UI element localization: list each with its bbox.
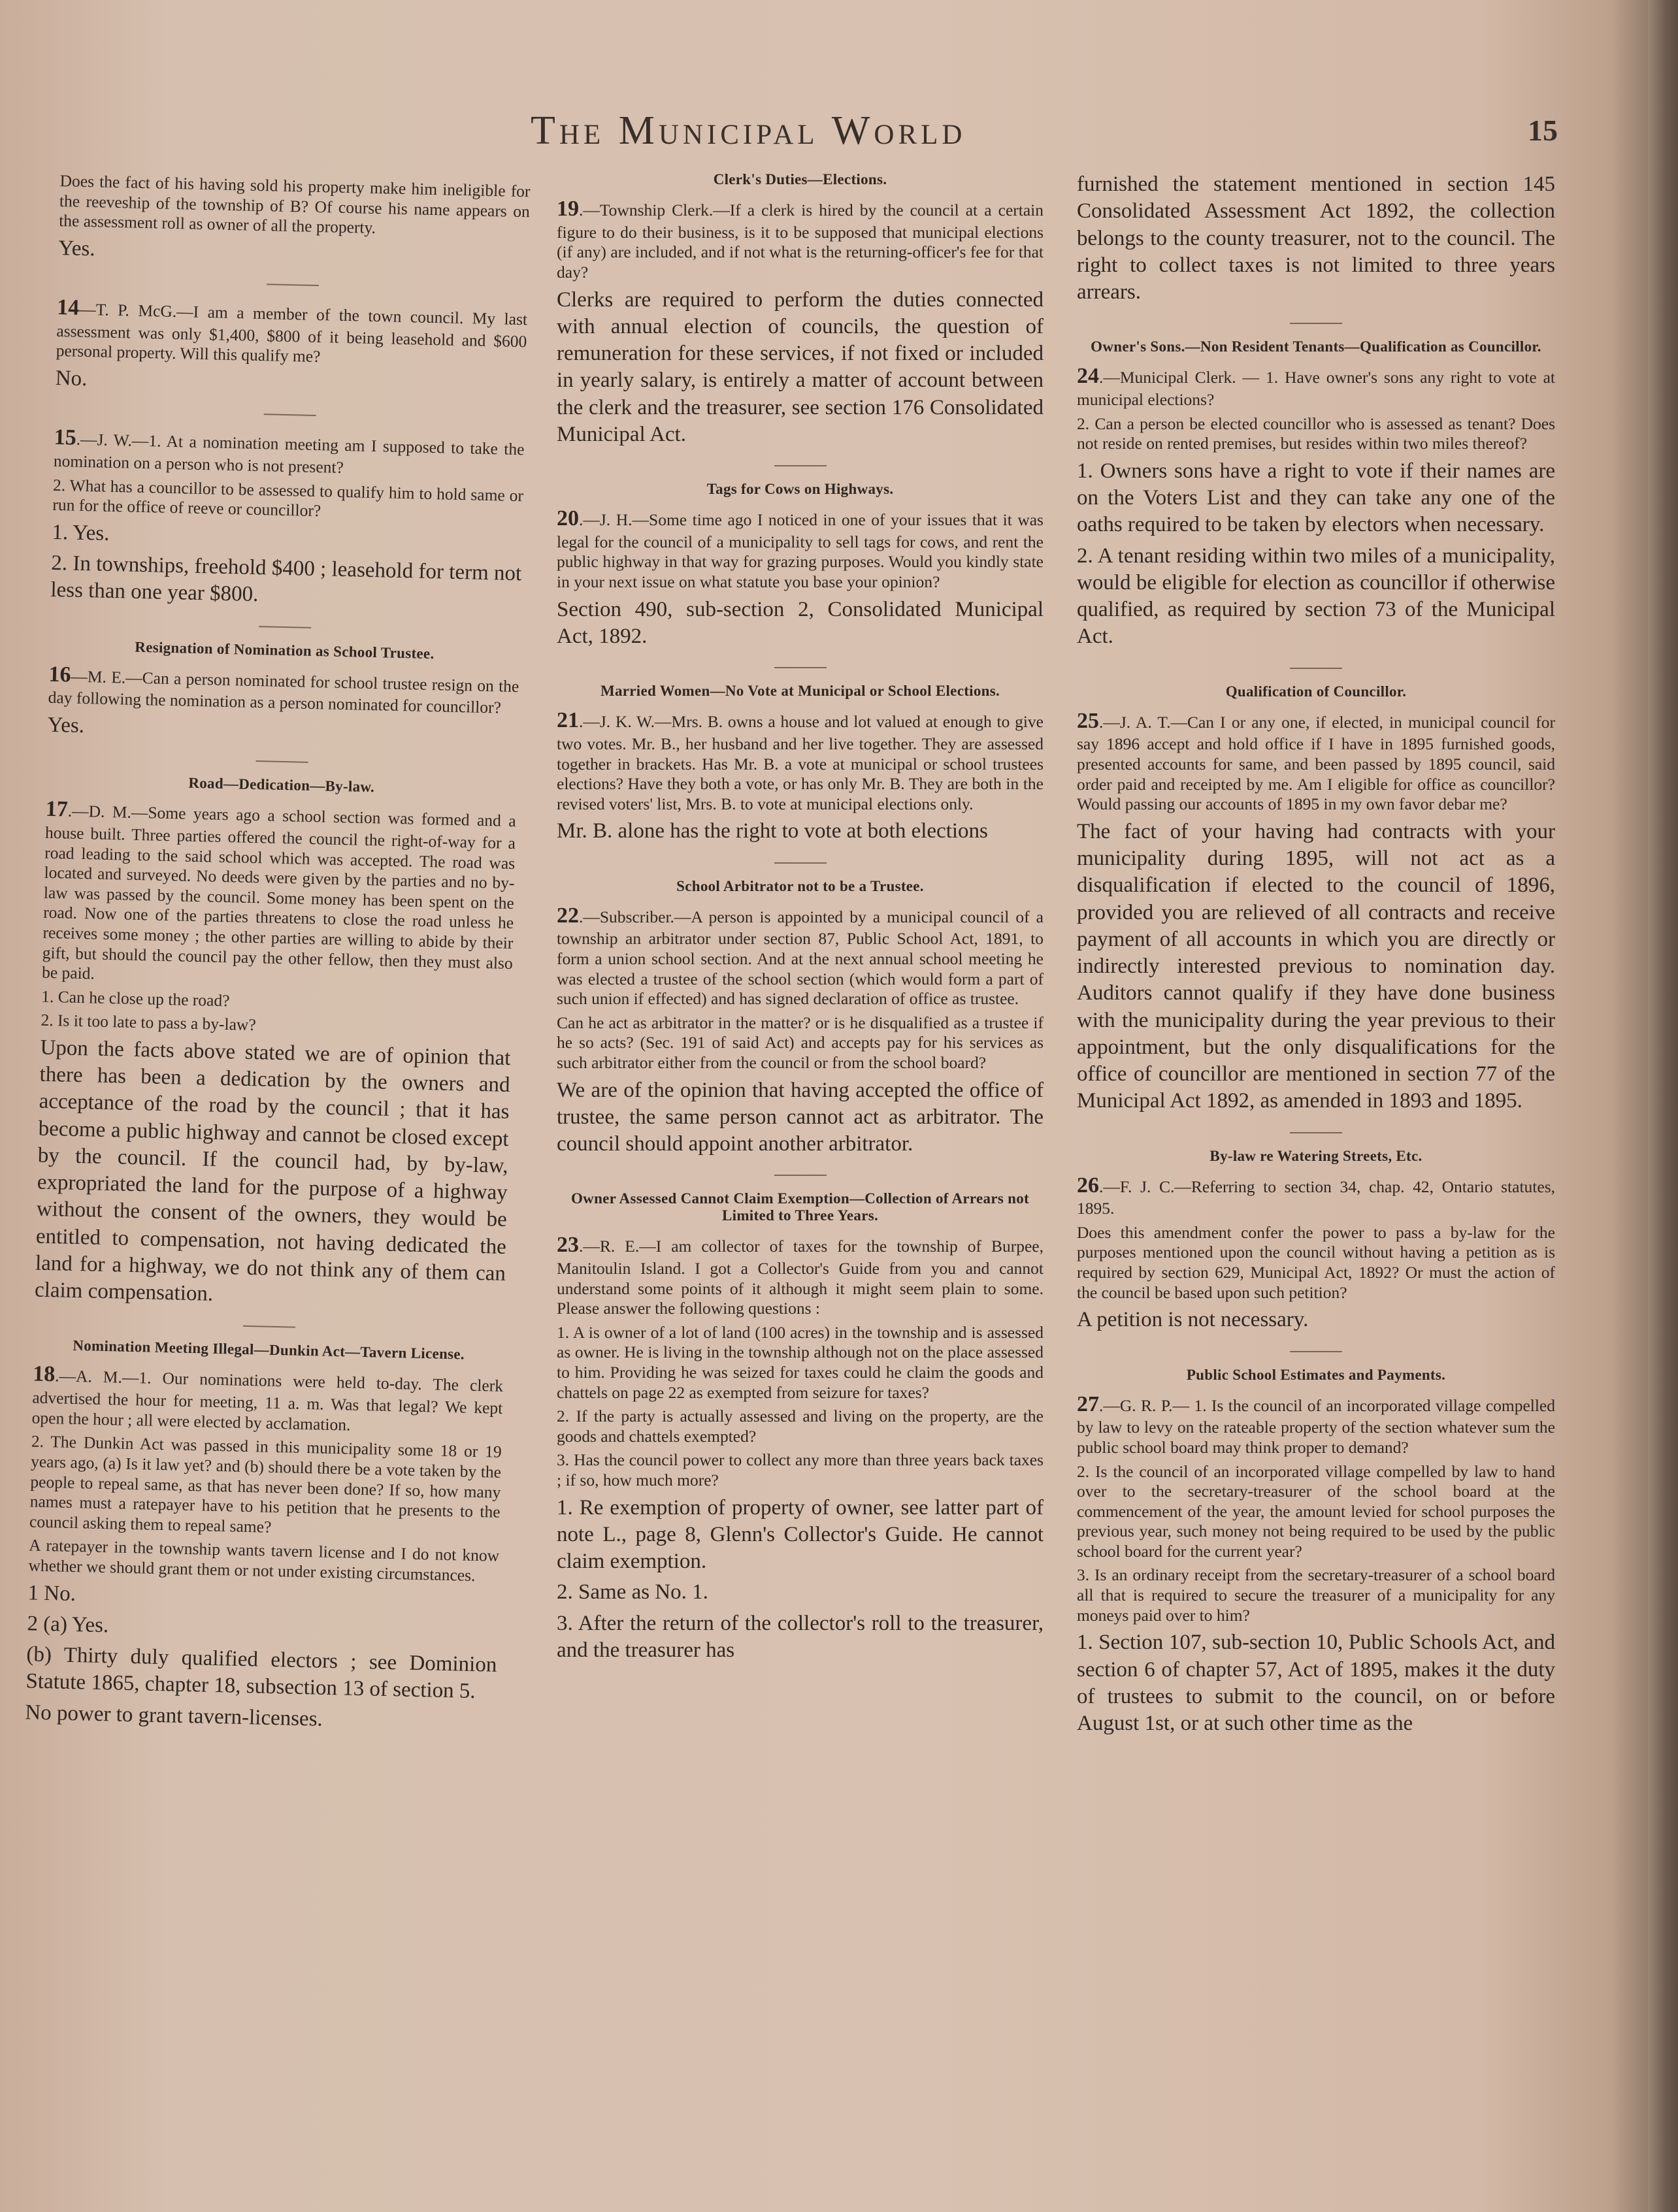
answer-text: 2. In townships, freehold $400 ; leasehold for term not less than one year $800. <box>50 551 522 607</box>
question-text: 2. Is it too late to pass a by-law? <box>41 1011 257 1035</box>
question-17 <box>35 772 517 1314</box>
question-text: Does this amendment confer the power to pass a by-law for the purposes mentioned upon the council without having a petition as is required by section 629, Municipal Act, 1892? Or must the action of the council be based upon such petition? <box>1077 1222 1555 1302</box>
question-text: 3. Has the council power to collect any more than three years back taxes ; if so, how much more? <box>557 1450 1044 1490</box>
page-header <box>0 108 1614 167</box>
divider <box>259 626 311 628</box>
answer-text: 1. Owners sons have a right to vote if their names are on the Voters List and they can take any one of the oaths required to be taken by electors when necessary. <box>1077 459 1555 537</box>
answer-text: 1. Re exemption of property of owner, see latter part of note L., page 8, Glenn's Collector's Guide. He cannot claim exemption. <box>557 1495 1044 1574</box>
section-heading: Owner Assessed Cannot Claim Exemption—Collection of Arrears not Limited to Three Years. <box>570 1190 1029 1224</box>
section-heading: Tags for Cows on Highways. <box>706 481 894 498</box>
question-number: 15 <box>54 425 77 450</box>
question-text: .—Municipal Clerk. — 1. Have owner's sons any right to vote at municipal elections? <box>1077 368 1555 410</box>
question-text: .—F. J. C.—Referring to section 34, chap. 42, Ontario statutes, 1895. <box>1077 1177 1555 1218</box>
answer-text: 2. A tenant residing within two miles of a municipality, would be eligible for election as councillor if otherwise qualified, as required by section 73 of the Municipal Act. <box>1077 544 1555 649</box>
question-text: .—D. M.—Some years ago a school section was formed and a house built. Three parties offered the council the right-of-way for a road leading to the said school which was accepted. The road was located and surveyed. No deeds were given by the parties and no by-law was passed by the council. Some money has been spent on the road. Now one of the parties threatens to close the road unless he receives some money ; the other parties are willing to abide by their gift, but should the council pay the other fellow, then they must also be paid. <box>41 801 516 983</box>
section-heading: Qualification of Councillor. <box>1225 683 1407 700</box>
section-heading: Resignation of Nomination as School Trustee. <box>135 638 435 662</box>
question-number: 21 <box>557 708 579 733</box>
question-number: 14 <box>56 295 80 320</box>
question-23 <box>557 1190 1044 1664</box>
divider <box>774 667 827 668</box>
question-number: 25 <box>1077 708 1099 733</box>
answer-text: Yes. <box>58 236 96 261</box>
divider <box>774 862 827 864</box>
section-heading: Road—Dedication—By-law. <box>188 774 375 796</box>
column-1 <box>25 171 531 1744</box>
question-text: Can he act as arbitrator in the matter? or is he disqualified as a trustee if he so acts? (Sec. 191 of said Act) and accepts pay for his services as such arbitrator either from the council or from the school board? <box>557 1013 1044 1072</box>
section-heading: Nomination Meeting Illegal—Dunkin Act—Tavern License. <box>73 1337 465 1363</box>
column-3 <box>1077 171 1555 1754</box>
section-heading: Clerk's Duties—Elections. <box>713 171 887 187</box>
divider <box>1290 1132 1342 1133</box>
divider <box>1290 668 1342 669</box>
divider <box>1290 1351 1342 1352</box>
answer-text: 1. Yes. <box>52 520 110 545</box>
running-title: The Municipal World <box>531 108 966 153</box>
question-20 <box>557 481 1044 650</box>
divider <box>264 414 316 416</box>
divider <box>1290 323 1342 324</box>
question-text: .—Subscriber.—A person is appointed by a municipal council of a township an arbitrator under section 87, Public School Act, 1891, to form a union school section. And at the next annual school meeting he was elected a trustee of the school section (which would form a part of such union if effected) and has signed declaration of office as trustee. <box>557 907 1044 1009</box>
question-number: 19 <box>557 197 579 221</box>
question-number: 18 <box>32 1361 56 1387</box>
question-text: 2. Can a person be elected councillor who is assessed as tenant? Does not reside on rented premises, but resides within two miles thereof? <box>1077 414 1555 453</box>
divider <box>774 465 827 466</box>
question-number: 24 <box>1077 364 1099 389</box>
question-21 <box>557 683 1044 845</box>
question-text: .—J. H.—Some time ago I noticed in one of your issues that it was legal for the council of a municipality to sell tags for cows, and rent the public highway in that way for grazing purposes. Would you kindly state in your next issue on what statute you base your opinion? <box>557 510 1044 592</box>
answer-text: furnished the statement mentioned in section 145 Consolidated Assessment Act 1892, the collection belongs to the county treasurer, not to the council. The right to collect taxes is not limited to three years arrears. <box>1077 172 1555 304</box>
section-heading: By-law re Watering Streets, Etc. <box>1209 1147 1423 1164</box>
question-text: 1. A is owner of a lot of land (100 acres) in the township and is assessed as owner. He is living in the township although not on the place assessed to him. Providing he was seized for taxes could he claim the goods and chattels on page 22 as exempted from seizure for taxes? <box>557 1322 1044 1402</box>
question-number: 17 <box>45 796 69 822</box>
question-text: —M. E.—Can a person nominated for school trustee resign on the day following the nomination as a person nominated for councillor? <box>48 666 519 717</box>
question-26 <box>1077 1148 1555 1334</box>
divider <box>267 284 319 286</box>
question-text: .—Township Clerk.—If a clerk is hired by the council at a certain figure to do their business, is it to be supposed that municipal elections (if any) are included, and if not what is the returning-officer's fee for that day? <box>557 201 1044 282</box>
question-19 <box>557 171 1044 448</box>
answer-text: The fact of your having had contracts with your municipality during 1895, will not act as a disqualification if elected to the council of 1896, provided you are relieved of all contracts and receive payment of all accounts in which you are directly or indirectly interested previous to nomination day. Auditors cannot qualify if they have done business with the municipality during the year previous to their appointment, but the only disqualifications for the office of councillor are mentioned in section 77 of the Municipal Act 1892, as amended in 1893 and 1895. <box>1077 819 1555 1113</box>
question-text: 2. If the party is actually assessed and living on the property, are the goods and chattels exempted? <box>557 1407 1044 1446</box>
question-text: —T. P. McG.—I am a member of the town council. My last assessment was only $1,400, $800 of it being leasehold and $600 personal property. Will this qualify me? <box>56 299 528 366</box>
divider <box>774 1175 827 1176</box>
question-13 <box>58 171 531 272</box>
section-heading: Public School Estimates and Payments. <box>1186 1366 1446 1383</box>
question-15 <box>50 425 525 615</box>
question-14 <box>55 295 527 403</box>
answer-text: 2. Same as No. 1. <box>557 1580 708 1604</box>
book-spine-shadow <box>1648 0 1678 2212</box>
answer-text: (b) Thirty duly qualified electors ; see Dominion Statute 1865, chapter 18, subsection 13 of section 5. <box>25 1642 497 1704</box>
answer-text: 1. Section 107, sub-section 10, Public Schools Act, and section 6 of chapter 57, Act of 1895, makes it the duty of trustees to submit to the council, on or before August 1st, or at such other time as the <box>1077 1631 1555 1735</box>
question-18 <box>25 1337 504 1737</box>
question-24 <box>1077 338 1555 650</box>
question-text: .—J. W.—1. At a nomination meeting am I supposed to take the nomination on a person who is not present? <box>53 429 525 478</box>
question-text: .—J. K. W.—Mrs. B. owns a house and lot valued at enough to give two votes. Mr. B., her husband and her live together. They are assessed together in brackets. Has Mr. B. a vote at municipal or school trustees elections? Have they both a vote, or has only Mr. B. They are both in the revised voters' list, Mrs. B. to vote at municipal elections only. <box>557 712 1044 813</box>
question-text: .—R. E.—I am collector of taxes for the township of Burpee, Manitoulin Island. I got a Collector's Guide from you and cannot understand some points of it although it might seem plain to some. Please answer the following questions : <box>557 1237 1044 1318</box>
question-number: 27 <box>1077 1391 1099 1416</box>
question-number: 26 <box>1077 1173 1099 1197</box>
question-22 <box>557 878 1044 1158</box>
divider <box>256 760 308 763</box>
question-number: 23 <box>557 1233 579 1258</box>
question-text: 1. Can he close up the road? <box>41 986 230 1010</box>
answer-text: A petition is not necessary. <box>1077 1308 1309 1332</box>
section-heading: Owner's Sons.—Non Resident Tenants—Qualification as Councillor. <box>1091 338 1541 355</box>
question-text: 2. Is the council of an incorporated village compelled by law to hand over to the secretary-treasurer of the school board at the commencement of the year, the amount levied for school purposes the previous year, such money not being required to be used by the public school board for the current year? <box>1077 1461 1555 1561</box>
question-text: .—A. M.—1. Our nominations were held to-day. The clerk advertised the hour for meeting, 11 a. m. Was that legal? We kept open the hour ; all were elected by acclamation. <box>31 1366 504 1435</box>
answer-text: No. <box>55 366 88 391</box>
question-27 <box>1077 1367 1555 1738</box>
answer-text: Mr. B. alone has the right to vote at both elections <box>557 819 988 843</box>
question-number: 16 <box>48 662 71 687</box>
question-text: Does the fact of his having sold his property make him ineligible for the reeveship of the township of B? Of course his name appears on the assessment roll as owner of all the property. <box>58 171 531 238</box>
page-number: 15 <box>1528 114 1558 147</box>
answer-text: Clerks are required to perform the duties connected with annual election of councils, the question of remuneration for these services, if not fixed or included in yearly salary, is entirely a matter of account between the clerk and the treasurer, see section 176 Consolidated Municipal Act. <box>557 287 1044 446</box>
question-25 <box>1077 683 1555 1115</box>
question-number: 20 <box>557 506 579 531</box>
answer-text: Section 490, sub-section 2, Consolidated Municipal Act, 1892. <box>557 597 1044 648</box>
section-heading: Married Women—No Vote at Municipal or School Elections. <box>600 683 1000 700</box>
continued-answer-23 <box>1077 171 1555 306</box>
answer-text: 2 (a) Yes. <box>27 1612 109 1638</box>
question-text: 2. The Dunkin Act was passed in this municipality some 18 or 19 years ago, (a) Is it law yet? and (b) should there be a vote taken by the people to repeal same, as that has never been done? If so, how many names must a ratepayer have to his petition that he presents to the council asking them to repeal same? <box>29 1431 502 1537</box>
answer-text: Yes. <box>47 713 85 738</box>
question-16 <box>47 636 519 749</box>
question-text: .—G. R. P.— 1. Is the council of an incorporated village compelled by law to levy on the rateable property of the section whatever sum the public school board may think proper to demand? <box>1077 1395 1555 1457</box>
question-text: 2. What has a councillor to be assessed to qualify him to hold same or run for the office of reeve or councillor? <box>52 475 524 521</box>
answer-text: We are of the opinion that having accepted the office of trustee, the same person cannot act as arbitrator. The council should appoint another arbitrator. <box>557 1078 1044 1156</box>
column-2 <box>557 171 1044 1681</box>
answer-text: No power to grant tavern-licenses. <box>25 1700 323 1731</box>
question-text: .—J. A. T.—Can I or any one, if elected, in municipal council for say 1896 accept and hold office if I have in 1895 furnished goods, presented accounts for same, and been passed by 1895 council, said order paid and receipted by me. Am I eligible for office as councillor? Would passing our accounts of 1895 in my own favor debar me? <box>1077 712 1555 814</box>
question-number: 22 <box>557 903 579 928</box>
divider <box>243 1326 295 1328</box>
answer-text: Upon the facts above stated we are of opinion that there has been a dedication by the owners and acceptance of the road by the council ; that it has become a public highway and cannot be closed except by the council. If the council had, by by-law, expropriated the land for the purpose of a highway without the consent of the owners, they would be entitled to compensation, not having dedicated the land for a highway, we do not think any of them can claim compensation. <box>34 1035 511 1306</box>
question-text: A ratepayer in the township wants tavern license and I do not know whether we should grant them or not under existing circumstances. <box>28 1535 500 1585</box>
section-heading: School Arbitrator not to be a Trustee. <box>676 877 924 894</box>
answer-text: 3. After the return of the collector's roll to the treasurer, and the treasurer has <box>557 1611 1044 1662</box>
answer-text: 1 No. <box>27 1581 76 1606</box>
question-text: 3. Is an ordinary receipt from the secretary-treasurer of a school board all that is required to secure the treasurer of a municipality for any moneys paid over to him? <box>1077 1565 1555 1625</box>
